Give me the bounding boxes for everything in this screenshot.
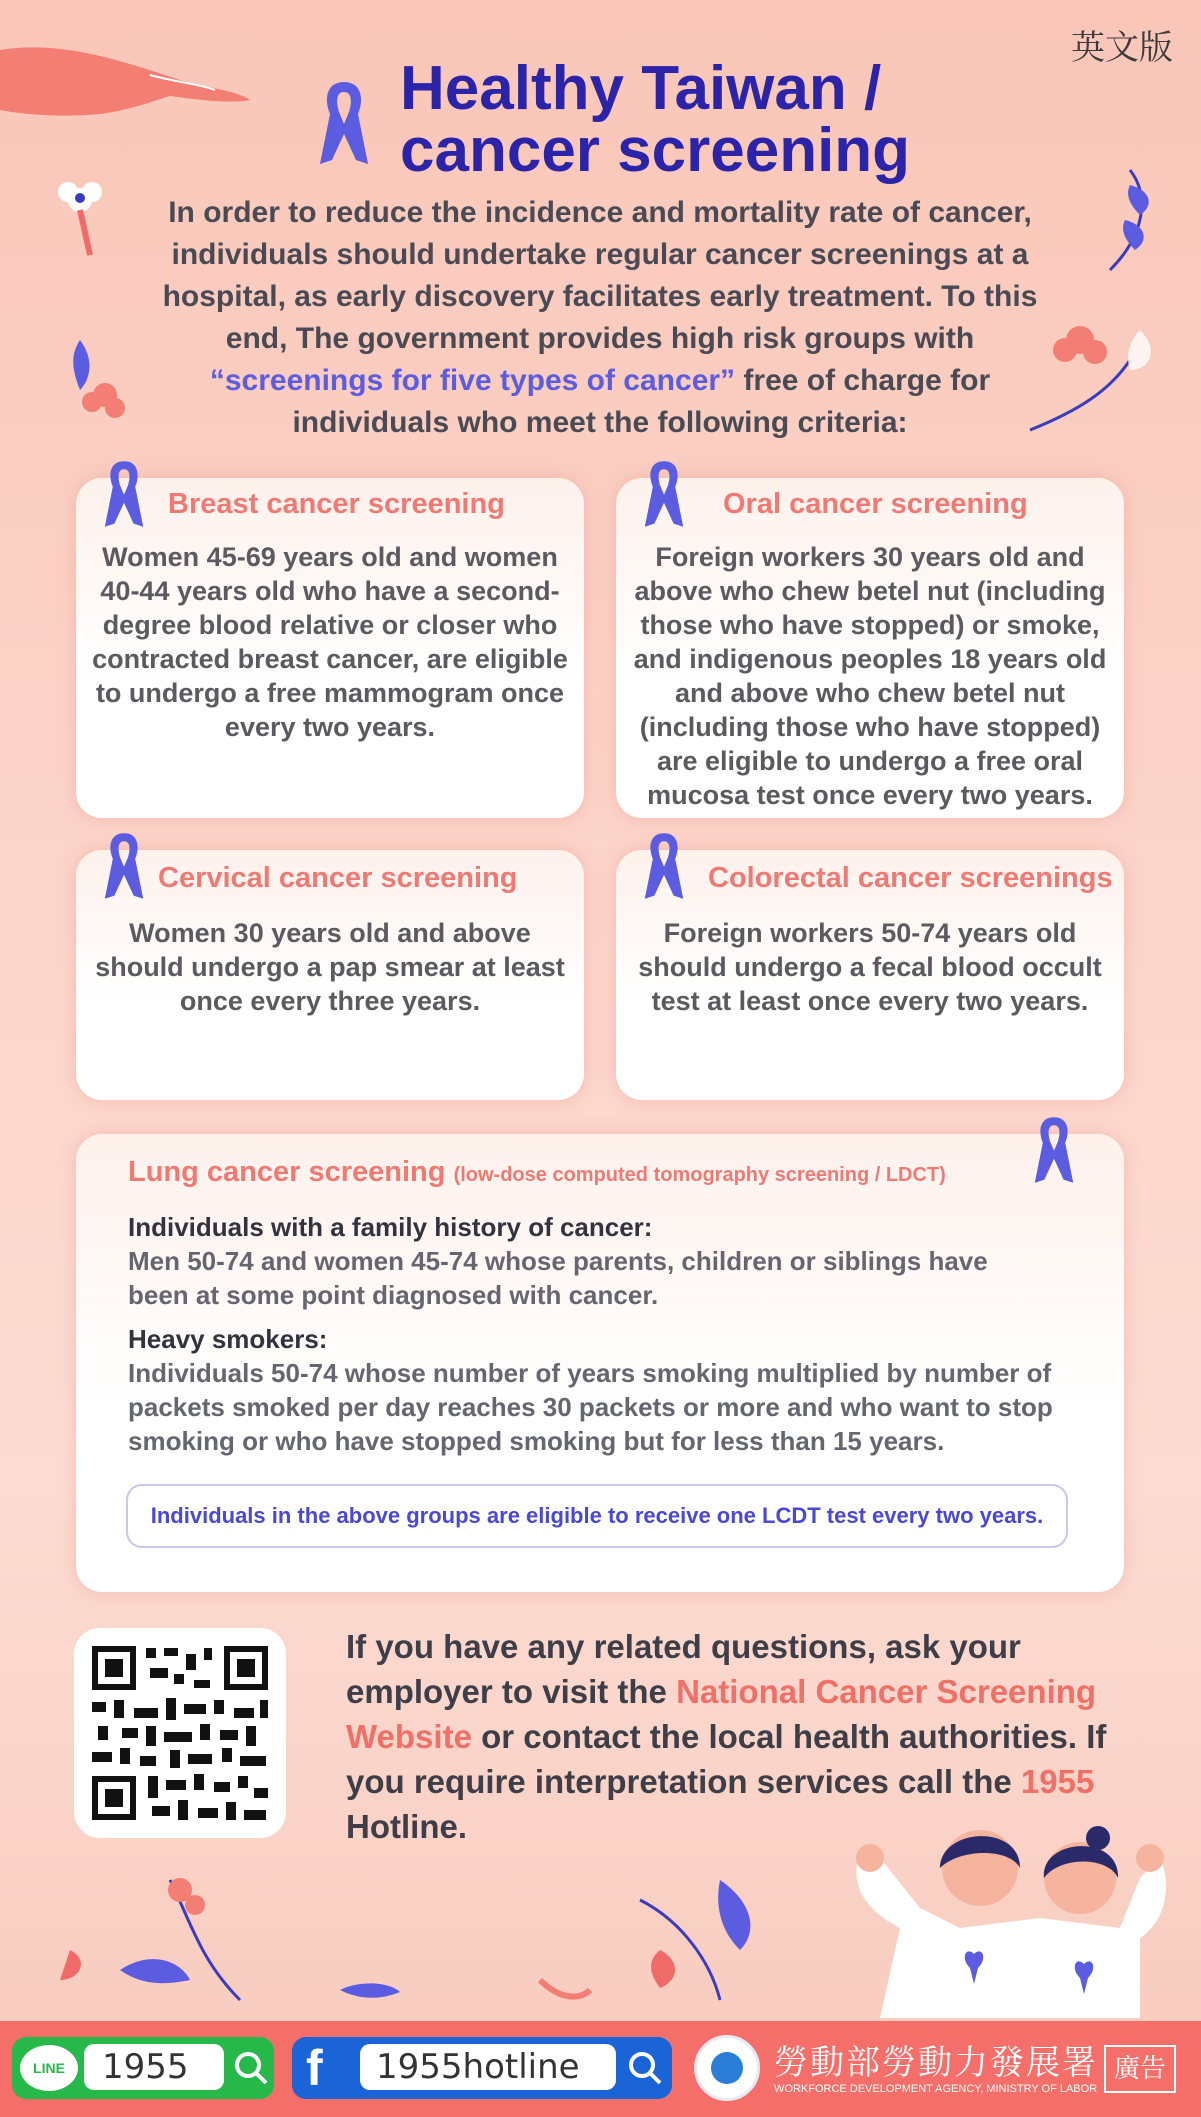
agency-name-zh: 勞動部勞動力發展署 — [774, 2043, 1098, 2083]
screening-website-link[interactable]: National Cancer Screening Website — [346, 1673, 1097, 1755]
ribbon-icon — [94, 458, 154, 530]
contact-text: If you have any related questions, ask your employer to visit the — [346, 1628, 1021, 1710]
women-illustration — [840, 1818, 1180, 2018]
facebook-icon: f — [306, 2040, 323, 2096]
facebook-contact[interactable] — [292, 2037, 672, 2099]
ldct-eligibility-note: Individuals in the above groups are eligible to receive one LCDT test every two years. — [126, 1484, 1068, 1548]
hotline-number: 1955 — [1020, 1763, 1095, 1800]
heavy-smokers-heading: Heavy smokers: — [128, 1324, 328, 1354]
language-tag: 英文版 — [1071, 28, 1173, 68]
colorectal-card-text: Foreign workers 50-74 years old should undergo a fecal blood occult test at least once every two years. — [638, 918, 1102, 1016]
page-title — [400, 54, 1000, 185]
ribbon-icon — [634, 458, 694, 530]
intro-highlight: “screenings for five types of cancer” — [209, 364, 736, 397]
ribbon-icon — [314, 78, 374, 168]
title-line-1: Healthy Taiwan / — [400, 54, 882, 123]
breast-card-title: Breast cancer screening — [168, 488, 505, 520]
cervical-cancer-card — [76, 850, 584, 1100]
cervical-card-title: Cervical cancer screening — [158, 862, 518, 894]
flower-left-lower-icon — [60, 330, 140, 430]
bottom-flowers-decoration — [20, 1860, 800, 2010]
oral-card-title: Oral cancer screening — [723, 488, 1028, 520]
flower-left-icon — [50, 170, 120, 260]
intro-text: In order to reduce the incidence and mortality rate of cancer, individuals should undertake regular cancer screenings at a hospital, as early discovery facilitates early treatment. To this end, The government provides high risk groups with — [162, 196, 1038, 355]
contact-info-text — [346, 1624, 1126, 1849]
oral-cancer-card — [616, 478, 1124, 818]
ribbon-icon — [634, 830, 694, 902]
heavy-smokers-text: Individuals 50-74 whose number of years smoking multiplied by number of packets smoked per day reaches 30 packets or more and who want to stop smoking or who have stopped smoking but for less than 15 years. — [128, 1358, 1053, 1456]
family-history-heading: Individuals with a family history of cancer: — [128, 1212, 653, 1242]
facebook-id-field — [360, 2044, 616, 2090]
search-icon[interactable] — [626, 2049, 664, 2087]
line-icon-label: LINE — [33, 2060, 65, 2076]
lung-cancer-card — [76, 1134, 1124, 1592]
ribbon-icon — [94, 830, 154, 902]
leaf-right-icon — [1090, 165, 1170, 275]
contact-text-2: or contact the local health authorities. If you require interpretation services call the — [346, 1718, 1107, 1800]
lung-title-text: Lung cancer screening — [128, 1156, 446, 1188]
line-id: 1955 — [102, 2047, 189, 2087]
qr-code-image — [74, 1628, 286, 1838]
colorectal-cancer-card — [616, 850, 1124, 1100]
line-id-field — [84, 2044, 224, 2090]
colorectal-card-title: Colorectal cancer screenings — [708, 862, 1113, 894]
ribbon-icon — [1024, 1114, 1084, 1186]
ad-tag: 廣告 — [1104, 2045, 1176, 2093]
search-icon[interactable] — [232, 2049, 270, 2087]
oral-card-text: Foreign workers 30 years old and above who chew betel nut (including those who have stopped) or smoke, and indigenous peoples 18 years old and above who chew betel nut (including those who have stopped) are eligible to undergo a free oral mucosa test once every two years. — [633, 542, 1107, 810]
cervical-card-text: Women 30 years old and above should undergo a pap smear at least once every three years. — [95, 918, 565, 1016]
title-line-2: cancer screening — [400, 116, 911, 185]
lung-card-title — [128, 1156, 946, 1189]
line-icon — [20, 2045, 78, 2091]
lung-title-paren: (low-dose computed tomography screening / LDCT) — [453, 1164, 946, 1186]
breast-card-text: Women 45-69 years old and women 40-44 years old who have a second-degree blood relative or closer who contracted breast cancer, are eligible to undergo a free mammogram once every two years. — [92, 542, 568, 742]
family-history-text: Men 50-74 and women 45-74 whose parents, children or siblings have been at some point diagnosed with cancer. — [128, 1246, 988, 1310]
line-contact[interactable] — [12, 2037, 274, 2099]
agency-logo — [694, 2035, 760, 2101]
contact-text-3: Hotline. — [346, 1808, 467, 1845]
footer-bar — [0, 2021, 1201, 2117]
intro-text-end: free of charge for individuals who meet the following criteria: — [292, 364, 991, 439]
breast-cancer-card — [76, 478, 584, 818]
agency-name-en: WORKFORCE DEVELOPMENT AGENCY, MINISTRY OF LABOR — [774, 2083, 1098, 2095]
intro-paragraph — [150, 192, 1050, 444]
qr-code[interactable] — [74, 1628, 286, 1838]
facebook-id: 1955hotline — [376, 2047, 580, 2087]
hand-illustration — [0, 30, 260, 120]
